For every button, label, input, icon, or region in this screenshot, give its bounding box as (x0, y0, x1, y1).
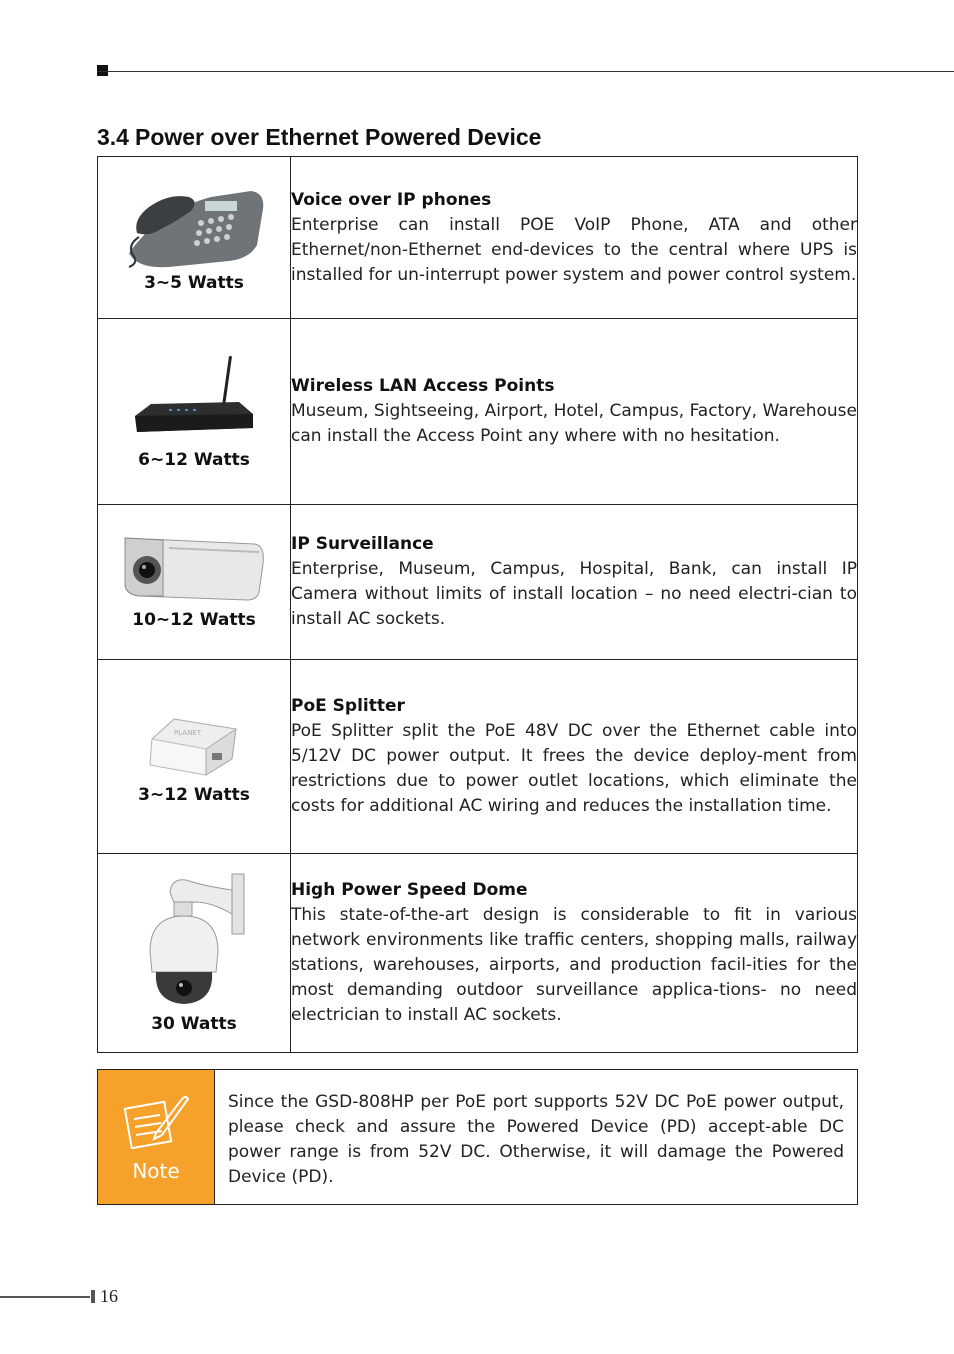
device-description: Enterprise, Museum, Campus, Hospital, Bank, can install IP Camera without limits of install location – no need electri-cian to install AC sockets. (291, 559, 857, 629)
header-rule (97, 71, 954, 72)
page-number: 16 (100, 1286, 118, 1306)
section-title-text: Power over Ethernet Powered Device (134, 124, 542, 150)
section-title (97, 124, 541, 151)
device-title: High Power Speed Dome (291, 880, 528, 900)
device-image-cell (98, 319, 291, 505)
device-description: This state-of-the-art design is considerable to fit in various network environments like traffic centers, shopping malls, railway stations, warehouses, airports, and production facil-ities for the most demanding outdoor surveillance applica-tions- no need electrician to install AC sockets. (291, 905, 857, 1025)
note-text: Since the GSD-808HP per PoE port supports 52V DC PoE power output, please check and assure the Powered Device (PD) accept-able DC power range is from 52V DC. Otherwise, it will damage the Powered Device (PD). (228, 1092, 844, 1187)
device-image-cell (98, 854, 291, 1053)
device-description-cell (291, 660, 858, 854)
poe-splitter-icon (98, 709, 290, 779)
note-label: Note (132, 1159, 180, 1183)
table-row (98, 660, 858, 854)
table-row (98, 157, 858, 319)
device-title: PoE Splitter (291, 696, 405, 716)
ip-camera-icon (98, 534, 290, 604)
device-watts: 30 Watts (151, 1014, 237, 1034)
device-image-cell (98, 660, 291, 854)
note-sidebar (98, 1070, 215, 1204)
footer-marker (91, 1290, 95, 1303)
note-box (97, 1069, 858, 1205)
device-title: Wireless LAN Access Points (291, 376, 555, 396)
device-watts: 10~12 Watts (132, 610, 256, 630)
table-row (98, 854, 858, 1053)
footer-rule (0, 1296, 90, 1298)
device-description: Enterprise can install POE VoIP Phone, ATA and other Ethernet/non-Ethernet end-devices to the central where UPS is installed for un-interrupt power system and power control system. (291, 214, 857, 285)
table-row (98, 319, 858, 505)
device-image-cell (98, 505, 291, 660)
speed-dome-icon (98, 872, 290, 1008)
device-image-cell (98, 157, 291, 319)
table-row (98, 505, 858, 660)
device-watts: 6~12 Watts (138, 449, 250, 470)
powered-device-table (97, 156, 858, 1053)
device-description-cell (291, 854, 858, 1053)
section-number: 3.4 (97, 124, 129, 150)
voip-phone-icon (98, 183, 290, 269)
access-point-icon (98, 354, 290, 444)
device-description-cell (291, 319, 858, 505)
device-watts: 3~5 Watts (144, 272, 244, 293)
note-pen-icon (120, 1091, 192, 1153)
device-description-cell (291, 157, 858, 319)
device-description: PoE Splitter split the PoE 48V DC over the Ethernet cable into 5/12V DC power output. It frees the device deploy-ment from restrictions due to power outlet locations, which eliminate the costs for additional AC wiring and reduces the installation time. (291, 721, 857, 816)
device-title: Voice over IP phones (291, 189, 492, 210)
device-description: Museum, Sightseeing, Airport, Hotel, Campus, Factory, Warehouse can install the Access Point any where with no hesitation. (291, 401, 857, 446)
svg-text:PLANET: PLANET (174, 728, 202, 737)
device-description-cell (291, 505, 858, 660)
device-watts: 3~12 Watts (138, 784, 250, 805)
device-title: IP Surveillance (291, 534, 434, 554)
